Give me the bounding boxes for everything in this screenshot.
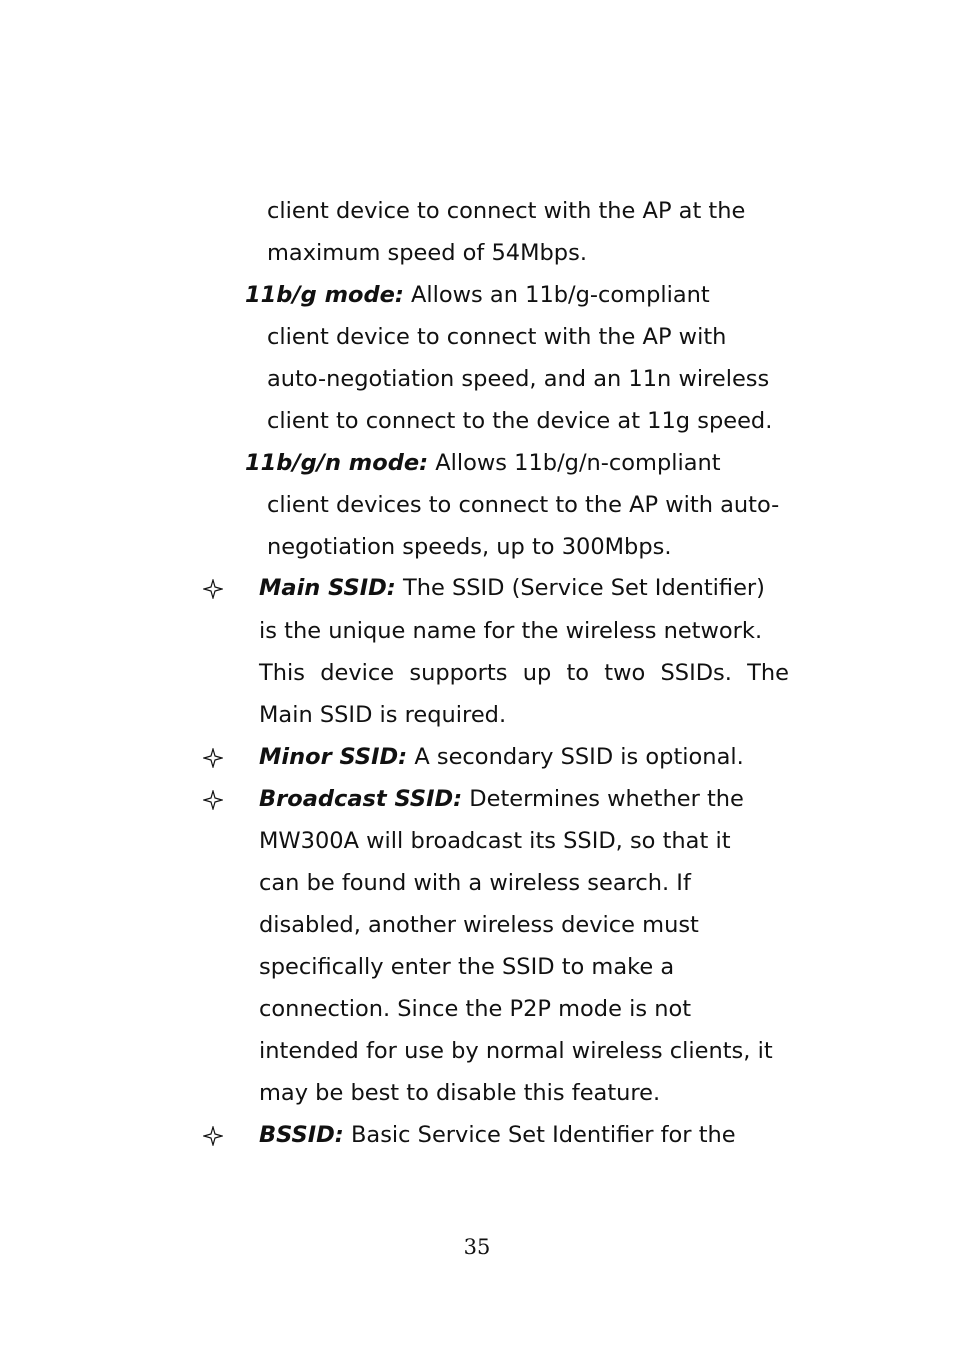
text-line: may be best to disable this feature. <box>259 1080 661 1106</box>
four-pointed-star-outline-icon <box>203 748 223 768</box>
text-line: client to connect to the device at 11g speed. <box>267 408 773 434</box>
term-main-ssid: Main SSID: <box>259 575 396 601</box>
text-line: connection. Since the P2P mode is not <box>259 996 692 1022</box>
term-bssid: BSSID: <box>259 1122 344 1148</box>
text-line: This device supports up to two SSIDs. The <box>259 660 789 686</box>
text-line: maximum speed of 54Mbps. <box>267 240 587 266</box>
term-11bg-mode: 11b/g mode: <box>245 282 404 308</box>
definition-text: The SSID (Service Set Identifier) <box>395 575 765 601</box>
definition-text: Allows an 11b/g-compliant <box>403 282 710 308</box>
text-line: disabled, another wireless device must <box>259 912 699 938</box>
text-line: client devices to connect to the AP with auto- <box>267 492 780 518</box>
term-minor-ssid: Minor SSID: <box>259 744 408 770</box>
definition-text: Allows 11b/g/n-compliant <box>428 450 721 476</box>
page-number: 35 <box>463 1235 491 1259</box>
term-broadcast-ssid: Broadcast SSID: <box>259 786 463 812</box>
term-11bgn-mode: 11b/g/n mode: <box>245 450 429 476</box>
text-line: auto-negotiation speed, and an 11n wireless <box>267 366 770 392</box>
text-line: is the unique name for the wireless network. <box>259 618 763 644</box>
definition-text: A secondary SSID is optional. <box>407 744 744 770</box>
mode-entry-11bgn <box>245 442 721 484</box>
text-line: client device to connect with the AP at the <box>267 198 746 224</box>
text-line: intended for use by normal wireless clients, it <box>259 1038 773 1064</box>
bullet-item-broadcast-ssid <box>259 778 744 820</box>
text-line: MW300A will broadcast its SSID, so that it <box>259 828 731 854</box>
mode-entry-11bg <box>245 274 710 316</box>
text-line: negotiation speeds, up to 300Mbps. <box>267 534 672 560</box>
text-line: can be found with a wireless search. If <box>259 870 691 896</box>
text-line: Main SSID is required. <box>259 702 507 728</box>
bullet-item-minor-ssid <box>259 736 744 778</box>
bullet-item-bssid <box>259 1114 736 1156</box>
definition-text: Basic Service Set Identifier for the <box>343 1122 736 1148</box>
four-pointed-star-outline-icon <box>203 579 223 599</box>
four-pointed-star-outline-icon <box>203 790 223 810</box>
text-line: client device to connect with the AP with <box>267 324 727 350</box>
text-line: specifically enter the SSID to make a <box>259 954 675 980</box>
definition-text: Determines whether the <box>462 786 744 812</box>
four-pointed-star-outline-icon <box>203 1126 223 1146</box>
bullet-item-main-ssid <box>259 567 765 609</box>
